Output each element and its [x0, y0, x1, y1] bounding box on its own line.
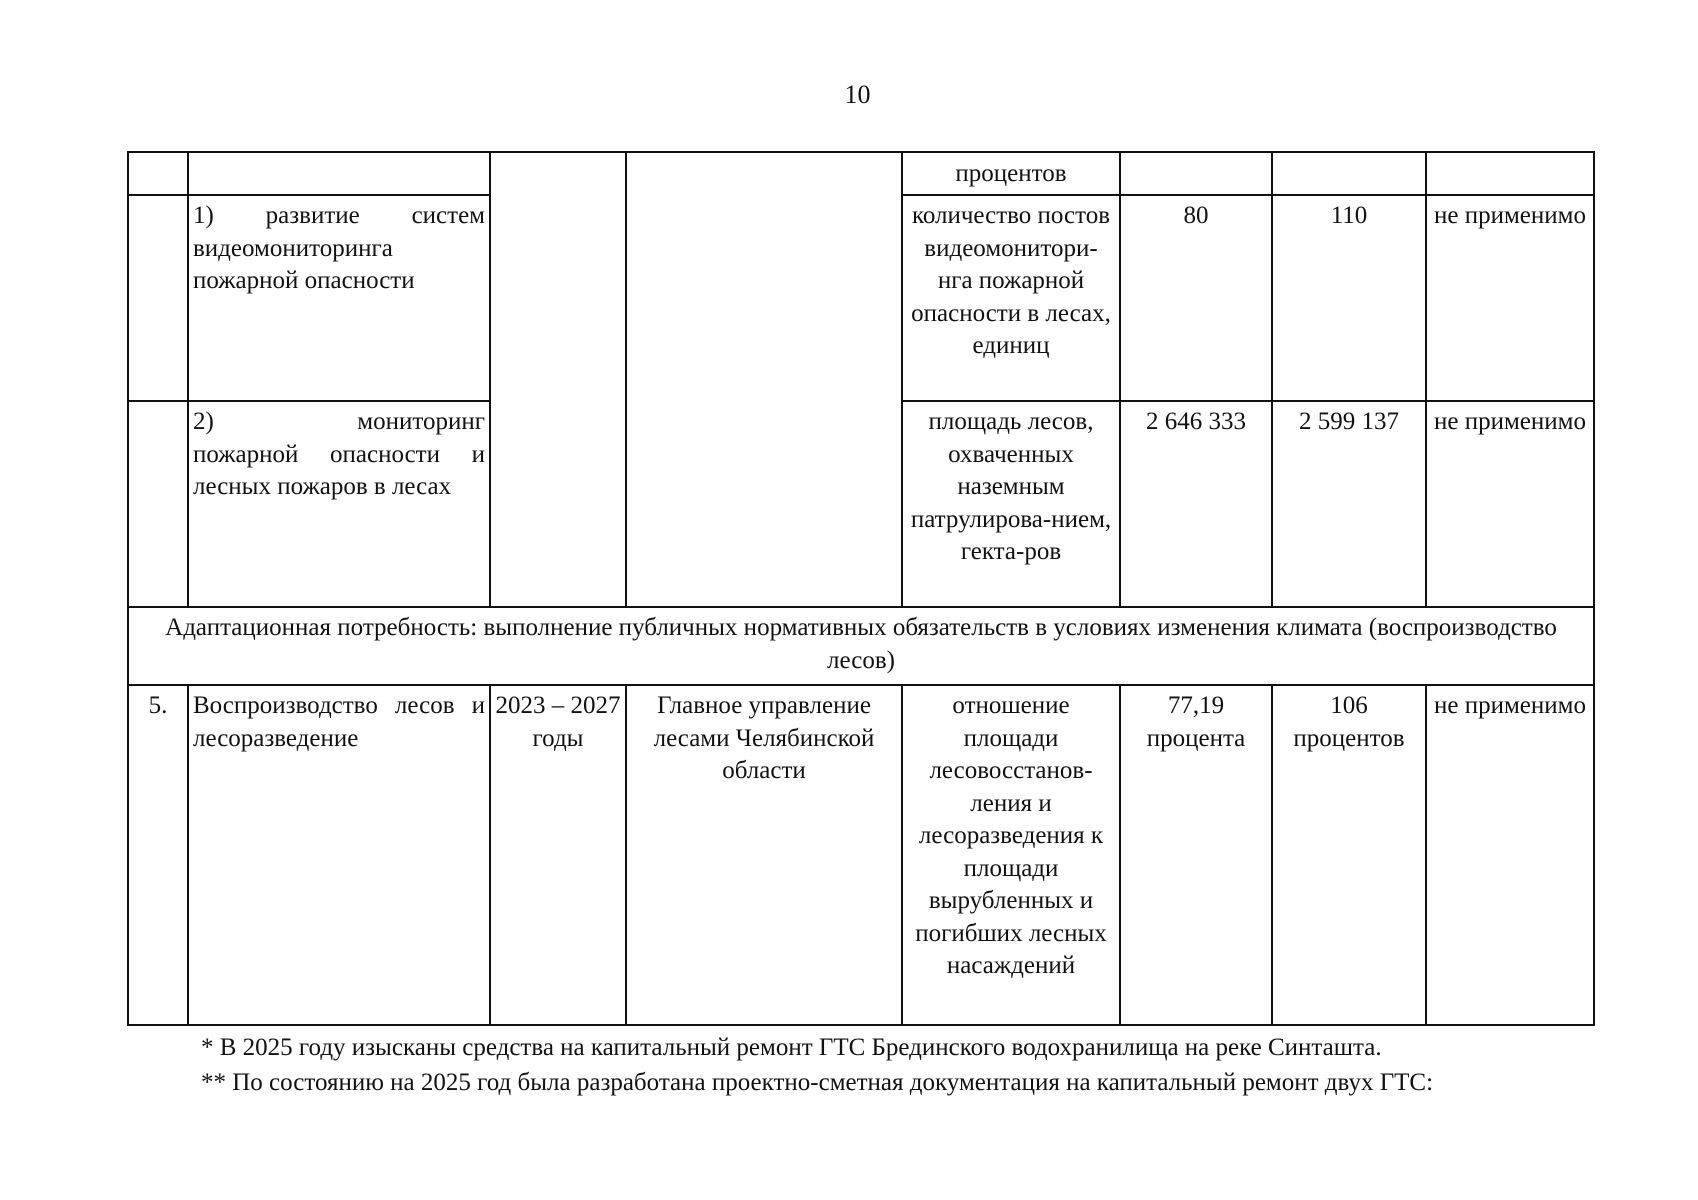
cell-value-target: 106 процентов — [1272, 685, 1426, 1025]
cell-value-target: 2 599 137 — [1272, 401, 1426, 607]
cell-name — [188, 401, 490, 607]
cell-name-rest: пожарной опасности и лесных пожаров в лесах — [193, 440, 485, 500]
measures-table — [127, 151, 1595, 1026]
cell-executor-merged — [626, 152, 902, 607]
cell-indicator: отношение площади лесовосстанов-ления и лесоразведения к площади вырубленных и погибших лесных насаждений — [902, 685, 1120, 1025]
table-row-section-heading — [128, 607, 1594, 685]
cell-name: Воспроизводство лесов и лесоразведение — [188, 685, 490, 1025]
cell-num — [128, 195, 188, 401]
page-number: 10 — [844, 80, 871, 109]
cell-period-merged — [490, 152, 626, 607]
cell-value-base: 2 646 333 — [1120, 401, 1272, 607]
cell-num — [128, 152, 188, 195]
cell-name — [188, 152, 490, 195]
cell-value-target — [1272, 152, 1426, 195]
cell-name: 1) развитие систем видеомониторинга пожарной опасности — [188, 195, 490, 401]
cell-note: не применимо — [1426, 195, 1594, 401]
adaptation-need-heading: Адаптационная потребность: выполнение публичных нормативных обязательств в условиях изменения климата (воспроизводство лесов) — [128, 607, 1594, 685]
cell-value-target: 110 — [1272, 195, 1426, 401]
cell-value-base: 80 — [1120, 195, 1272, 401]
cell-indicator-unit: процентов — [902, 152, 1120, 195]
cell-note — [1426, 152, 1594, 195]
cell-num: 5. — [128, 685, 188, 1025]
footnotes — [127, 1030, 1593, 1100]
cell-value-base — [1120, 152, 1272, 195]
footnote-2: ** По состоянию на 2025 год была разработана проектно-сметная документация на капитальный ремонт двух ГТС: — [201, 1069, 1434, 1096]
cell-name-first-line: 2) мониторинг — [193, 408, 485, 435]
cell-note: не применимо — [1426, 685, 1594, 1025]
cell-value-base: 77,19 процента — [1120, 685, 1272, 1025]
cell-note: не применимо — [1426, 401, 1594, 607]
cell-indicator: площадь лесов, охваченных наземным патрулирова-нием, гекта-ров — [902, 401, 1120, 607]
cell-num — [128, 401, 188, 607]
cell-executor: Главное управление лесами Челябинской области — [626, 685, 902, 1025]
table-row — [128, 685, 1594, 1025]
cell-period: 2023 – 2027 годы — [490, 685, 626, 1025]
footnote-1: * В 2025 году изысканы средства на капитальный ремонт ГТС Брединского водохранилища на реке Синташта. — [201, 1034, 1382, 1061]
cell-indicator: количество постов видеомонитори-нга пожарной опасности в лесах, единиц — [902, 195, 1120, 401]
table-row-continuation — [128, 152, 1594, 195]
